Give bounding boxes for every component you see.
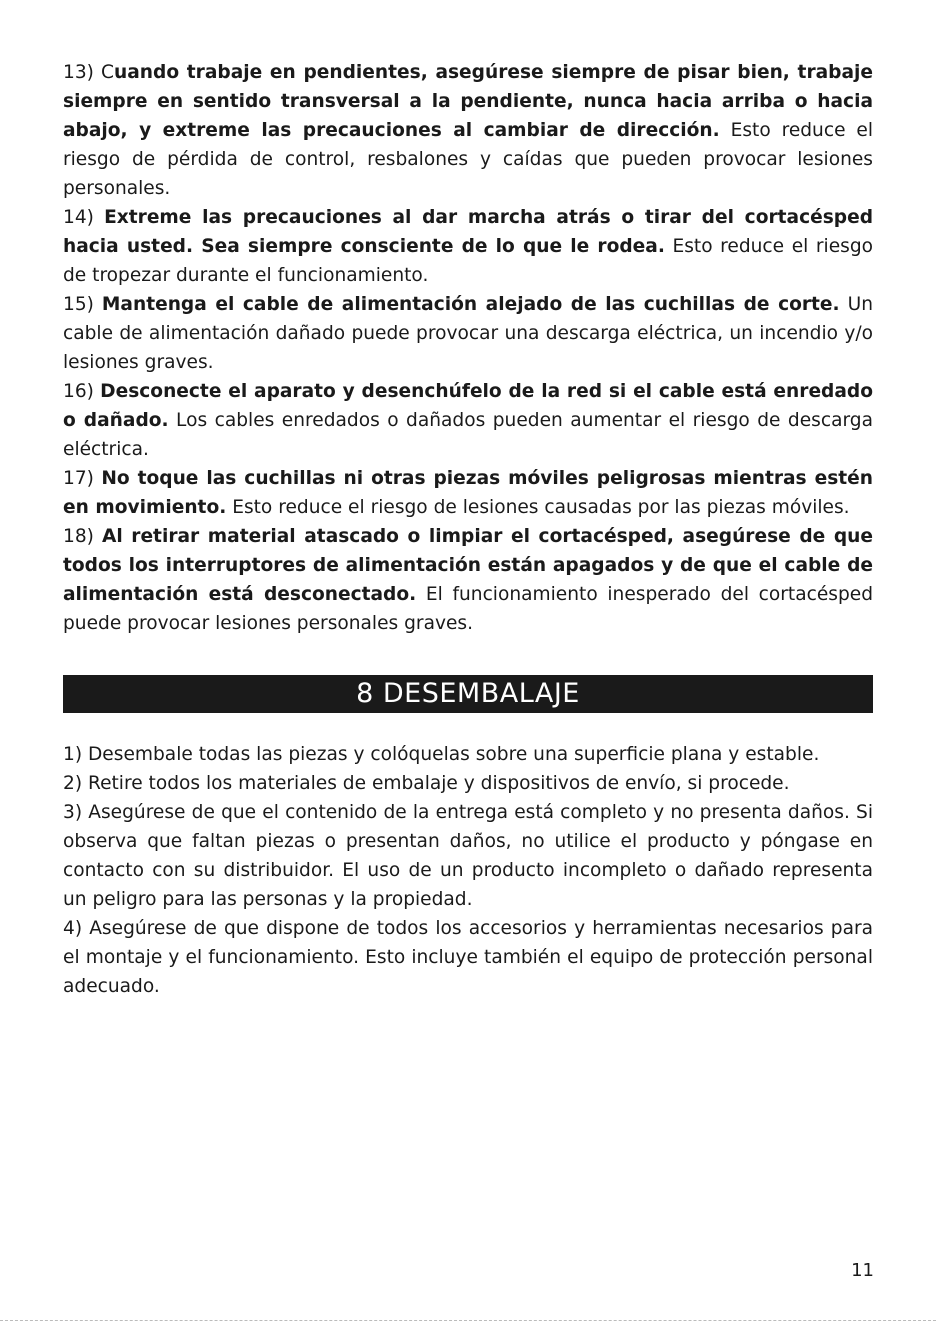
unpacking-item-3: 3) Asegúrese de que el contenido de la entrega está completo y no presenta daños. Si observa que faltan piezas o presentan daños, no utilice el producto y póngase en contacto con su distribuidor. El uso de un producto incompleto o dañado representa un peligro para las personas y la propiedad. [63,802,873,910]
unpacking-item-2: 2) Retire todos los materiales de embalaje y dispositivos de envío, si procede. [63,773,790,794]
section-heading: 8 DESEMBALAJE [63,675,873,713]
safety-item-17: 17) No toque las cuchillas ni otras piezas móviles peligrosas mientras estén en movimiento. Esto reduce el riesgo de lesiones causadas por las piezas móviles. [63,468,873,518]
safety-item-15: 15) Mantenga el cable de alimentación alejado de las cuchillas de corte. Un cable de alimentación dañado puede provocar una descarga eléctrica, un incendio y/o lesiones graves. [63,294,873,373]
safety-item-18: 18) Al retirar material atascado o limpiar el cortacésped, asegúrese de que todos los interruptores de alimentación están apagados y de que el cable de alimentación está desconectado. El funcionamiento inesperado del cortacésped puede provocar lesiones personales graves. [63,526,874,634]
safety-item-13: 13) Cuando trabaje en pendientes, asegúrese siempre de pisar bien, trabaje siempre en sentido transversal a la pendiente, nunca hacia arriba o hacia abajo, y extreme las precauciones al cambiar de dirección. Esto reduce el riesgo de pérdida de control, resbalones y caídas que pueden provocar lesiones personales. [63,62,873,199]
unpacking-item-1: 1) Desembale todas las piezas y colóquelas sobre una superficie plana y estable. [63,744,820,765]
unpacking-item-4: 4) Asegúrese de que dispone de todos los accesorios y herramientas necesarios para el montaje y el funcionamiento. Esto incluye también el equipo de protección personal adecuado. [63,918,873,997]
page-number: 11 [851,1260,874,1281]
page-edge-rule [0,1320,936,1321]
unpacking-instructions [63,740,873,1001]
safety-instructions [63,58,873,638]
safety-item-14: 14) Extreme las precauciones al dar marcha atrás o tirar del cortacésped hacia usted. Sea siempre consciente de lo que le rodea. Esto reduce el riesgo de tropezar durante el funcionamiento. [63,207,874,286]
safety-item-16: 16) Desconecte el aparato y desenchúfelo de la red si el cable está enredado o dañado. Los cables enredados o dañados pueden aumentar el riesgo de descarga eléctrica. [63,381,873,460]
